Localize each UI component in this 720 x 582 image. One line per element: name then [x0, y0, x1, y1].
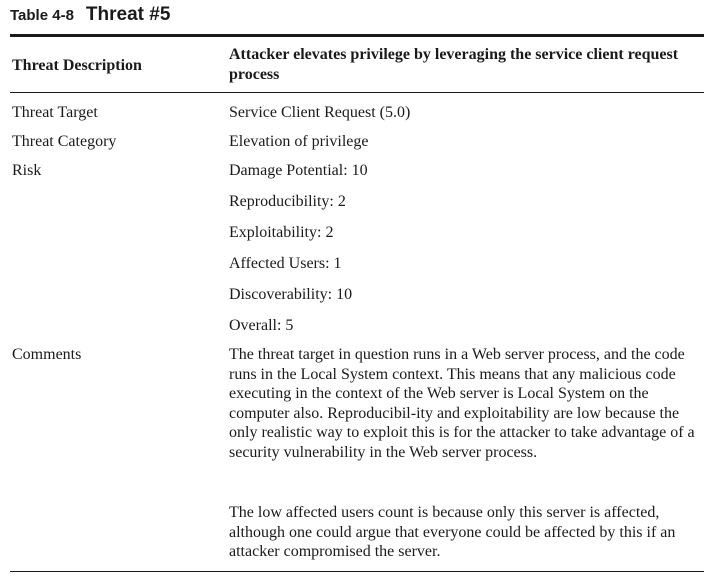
table-title: Threat #5: [85, 4, 171, 25]
threat-category-value: Elevation of privilege: [229, 133, 369, 150]
threat-target-value: Service Client Request (5.0): [229, 104, 411, 121]
risk-exploitability: Exploitability: 2: [229, 224, 334, 241]
header-right-description: Attacker elevates privilege by leveraging the service client request process: [229, 46, 679, 83]
comments-paragraph-2: The low affected users count is because only this server is affected, although one could argue that everyone could be affected by this if an attacker compromised the server.: [229, 504, 676, 560]
risk-reproducibility: Reproducibility: 2: [229, 193, 346, 210]
threat-target-label: Threat Target: [12, 104, 98, 121]
table-number: Table 4-8: [10, 7, 74, 24]
risk-overall: Overall: 5: [229, 317, 294, 334]
risk-discoverability: Discoverability: 10: [229, 286, 353, 303]
threat-category-label: Threat Category: [12, 133, 117, 150]
comments-label: Comments: [12, 346, 82, 363]
header-rule: [10, 92, 704, 93]
bottom-rule: [10, 571, 704, 572]
header-left-label: Threat Description: [12, 57, 142, 74]
risk-damage-potential: Damage Potential: 10: [229, 162, 368, 179]
risk-label: Risk: [12, 162, 42, 179]
comments-paragraph-1: The threat target in question runs in a Web server process, and the code runs in the Local System context. This means that any malicious code executing in the context of the Web server is Local System on the computer also. Reproducibil-ity and exploitability are low because the only realistic way to exploit this is for the attacker to take advantage of a security vulnerability in the Web server process.: [229, 346, 695, 461]
risk-affected-users: Affected Users: 1: [229, 255, 342, 272]
table-caption: [10, 4, 170, 30]
top-rule: [10, 34, 704, 37]
